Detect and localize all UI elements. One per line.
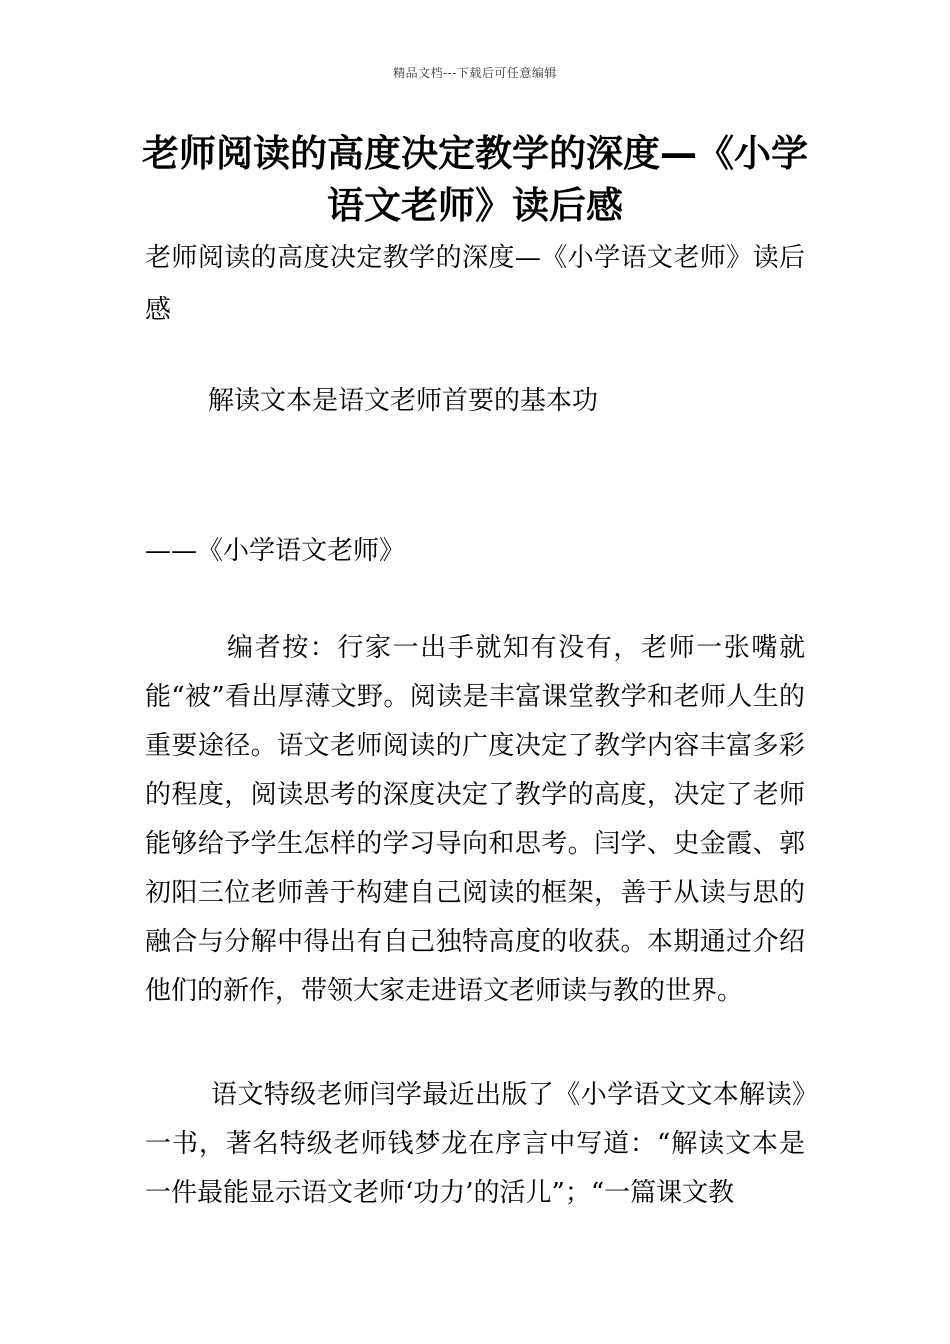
epigraph-source: ——《小学语文老师》	[145, 536, 406, 566]
body-paragraph: 语文特级老师闫学最近出版了《小学语文文本解读》一书，著名特级老师钱梦龙在序言中写道：“解读文本是一件最能显示语文老师‘功力’的活儿”；“一篇课文教	[145, 1080, 805, 1208]
document-subtitle: 老师阅读的高度决定教学的深度—《小学语文老师》读后感	[145, 243, 805, 325]
editor-note-paragraph: 编者按：行家一出手就知有没有，老师一张嘴就能“被”看出厚薄文野。阅读是丰富课堂教学和老师人生的重要途径。语文老师阅读的广度决定了教学内容丰富多彩的程度，阅读思考的深度决定了教学的高度，决定了老师能够给予学生怎样的学习导向和思考。闫学、史金霞、郭初阳三位老师善于构建自己阅读的框架，善于从读与思的融合与分解中得出有自己独特高度的收获。本期通过介绍他们的新作，带领大家走进语文老师读与教的世界。	[145, 633, 805, 1006]
document-title: 老师阅读的高度决定教学的深度—《小学语文老师》读后感	[142, 132, 808, 227]
epigraph: 解读文本是语文老师首要的基本功	[208, 386, 599, 416]
page-header-note: 精品文档---下载后可任意编辑	[393, 66, 557, 80]
